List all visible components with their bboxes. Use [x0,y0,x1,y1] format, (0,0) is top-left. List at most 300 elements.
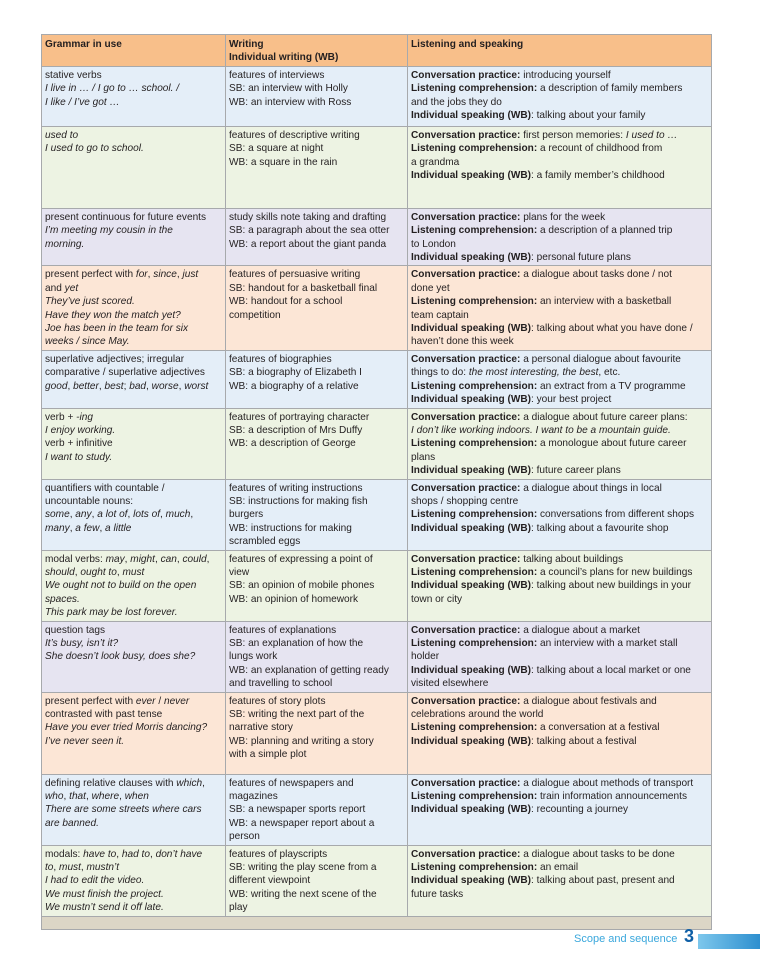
writing-cell [226,845,408,916]
header-writing-sublabel: Individual writing (WB) [229,52,339,64]
skill-label: Conversation practice: [411,269,521,281]
footer-section-title: Scope and sequence [574,933,678,945]
listening-line [411,650,708,663]
listening-text: things to do: [411,367,469,379]
grammar-cell [42,550,226,621]
listening-line [411,251,708,264]
grammar-text: Have you ever tried Morris dancing? [45,722,208,734]
writing-line: features of portraying character [229,411,370,423]
skill-label: Listening comprehension: [411,296,538,308]
writing-line: narrative story [229,722,293,734]
listening-text: : a family member’s childhood [531,170,665,182]
writing-line: SB: a biography of Elizabeth I [229,367,362,379]
header-listening [408,35,712,67]
grammar-text: verb + infinitive [45,438,113,450]
writing-line: WB: writing the next scene of the [229,888,377,900]
table-row [42,208,712,266]
grammar-text: Have they won the match yet? [45,309,181,321]
writing-cell [226,479,408,550]
grammar-text: spaces. [45,593,80,605]
skill-label: Listening comprehension: [411,862,538,874]
listening-text: talking about buildings [520,553,624,565]
grammar-cell [42,126,226,208]
grammar-text: , [178,380,185,392]
grammar-text: She doesn’t look busy, does she? [45,651,196,663]
writing-line: with a simple plot [229,749,307,761]
table-header-row [42,35,712,67]
listening-line [411,677,708,690]
listening-text: : talking about your family [531,110,646,122]
grammar-text: uncountable nouns: [45,495,134,507]
grammar-text: , [149,848,156,860]
writing-line: scrambled eggs [229,536,301,548]
writing-line: SB: writing the next part of the [229,709,365,721]
grammar-text: , [67,380,74,392]
writing-line: play [229,902,248,914]
skill-label: Conversation practice: [411,482,521,494]
listening-text: a description of family members [537,83,683,95]
writing-line: SB: instructions for making fish [229,495,368,507]
grammar-text: should [45,566,75,578]
grammar-text: We ought not to build on the open [45,580,197,592]
grammar-text: I’ve never seen it. [45,735,125,747]
listening-line [411,848,708,861]
grammar-text: , [80,862,87,874]
listening-line [411,522,708,535]
writing-line: study skills note taking and drafting [229,211,387,223]
listening-cell [408,408,712,479]
grammar-text: weeks / since May. [45,336,130,348]
grammar-cell [42,208,226,266]
footer-accent-bar [698,934,760,949]
listening-text: : future career plans [531,465,621,477]
listening-line [411,366,708,379]
skill-label: Conversation practice: [411,553,521,565]
grammar-text: just [182,269,199,281]
listening-cell [408,692,712,774]
grammar-text: can [160,553,177,565]
grammar-text: I live in … / I go to … school. / [45,83,180,95]
listening-text: plans for the week [520,211,606,223]
writing-line: WB: a report about the giant panda [229,238,387,250]
listening-line [411,211,708,224]
grammar-cell [42,845,226,916]
listening-cell [408,208,712,266]
grammar-text: ; [123,380,130,392]
listening-line [411,411,708,424]
skill-label: Individual speaking (WB) [411,394,532,406]
grammar-cell [42,479,226,550]
grammar-text: , [190,509,194,521]
page-number: 3 [684,926,695,946]
listening-line [411,508,708,521]
table-row [42,621,712,692]
grammar-cell [42,692,226,774]
listening-text: , etc. [598,367,621,379]
table-row [42,845,712,916]
writing-line: SB: a square at night [229,143,324,155]
listening-line [411,380,708,393]
listening-text: a dialogue about things in local [520,482,662,494]
listening-line [411,169,708,182]
listening-line [411,735,708,748]
grammar-text: superlative adjectives; irregular [45,353,185,365]
grammar-text: lots of [133,509,161,521]
listening-cell [408,550,712,621]
grammar-text: a lot of [97,509,128,521]
writing-line: WB: instructions for making [229,522,352,534]
listening-line [411,888,708,901]
listening-text: : talking about a favourite shop [531,522,669,534]
grammar-text: comparative / superlative adjectives [45,367,205,379]
skill-label: Listening comprehension: [411,509,538,521]
writing-line: view [229,566,250,578]
table-row [42,774,712,845]
grammar-text: defining relative clauses with [45,777,177,789]
grammar-cell [42,66,226,126]
grammar-text: bad [129,380,147,392]
listening-cell [408,479,712,550]
grammar-cell [42,408,226,479]
skill-label: Conversation practice: [411,129,521,141]
writing-line: features of interviews [229,69,325,81]
writing-line: features of persuasive writing [229,269,361,281]
grammar-text: must [59,862,81,874]
writing-line: SB: an opinion of mobile phones [229,580,375,592]
grammar-text: to [45,862,54,874]
writing-cell [226,774,408,845]
writing-line: features of expressing a point of [229,553,373,565]
listening-line [411,495,708,508]
listening-cell [408,66,712,126]
skill-label: Listening comprehension: [411,225,538,237]
listening-text: : your best project [531,394,612,406]
grammar-text: better [73,380,99,392]
listening-line [411,579,708,592]
listening-line [411,353,708,366]
grammar-text: I enjoy working. [45,424,116,436]
listening-line [411,82,708,95]
listening-text: and the jobs they do [411,96,502,108]
skill-label: Listening comprehension: [411,791,538,803]
writing-line: competition [229,309,281,321]
table-footer-cell [42,916,712,929]
writing-line: burgers [229,509,264,521]
listening-line [411,553,708,566]
listening-line [411,268,708,281]
listening-text: an interview with a market stall [537,638,678,649]
listening-text: I don’t like working indoors. I want to be a mountain guide. [411,424,671,436]
writing-line: SB: a newspaper sports report [229,804,366,816]
grammar-text: We must finish the project. [45,888,164,900]
writing-line: features of biographies [229,353,332,365]
listening-text: an interview with a basketball [537,296,672,308]
listening-line [411,69,708,82]
listening-text: visited elsewhere [411,678,489,690]
grammar-text: don’t have [155,848,203,860]
writing-line: WB: a description of George [229,438,356,450]
listening-text: : talking about new buildings in your [531,580,691,592]
skill-label: Listening comprehension: [411,438,538,450]
listening-line [411,96,708,109]
listening-line [411,451,708,464]
writing-cell [226,208,408,266]
listening-text: : talking about what you have done / [531,323,693,335]
writing-line: different viewpoint [229,875,311,887]
listening-text: : talking about a local market or one [531,664,691,676]
grammar-text: , [98,380,105,392]
listening-line [411,464,708,477]
grammar-text: , [147,269,154,281]
listening-line [411,393,708,406]
scope-sequence-table [41,34,712,930]
listening-text: first person memories: [520,129,626,141]
writing-line: person [229,831,260,843]
listening-line [411,861,708,874]
grammar-text: could [182,553,207,565]
table-body [42,66,712,929]
listening-cell [408,126,712,208]
grammar-text: , [74,566,81,578]
writing-line: WB: a newspaper report about a [229,817,375,829]
grammar-text: , [91,509,98,521]
grammar-text: might [130,553,155,565]
skill-label: Listening comprehension: [411,722,538,734]
listening-text: a personal dialogue about favourite [520,353,681,365]
scope-sequence-table-wrapper [41,34,711,930]
grammar-text: , [69,509,76,521]
table-row [42,266,712,350]
grammar-text: much [165,509,191,521]
writing-line: SB: a paragraph about the sea otter [229,225,390,237]
listening-line [411,309,708,322]
grammar-text: best [104,380,124,392]
listening-line [411,803,708,816]
grammar-text: I’m meeting my cousin in the [45,225,173,237]
grammar-text: present perfect with [45,695,136,707]
grammar-text: , [206,553,210,565]
skill-label: Conversation practice: [411,624,521,636]
skill-label: Conversation practice: [411,411,521,423]
grammar-text: many [45,522,70,534]
writing-line: features of story plots [229,695,326,707]
listening-text: holder [411,651,440,663]
skill-label: Individual speaking (WB) [411,252,532,264]
listening-text: a conversation at a festival [537,722,660,734]
skill-label: Individual speaking (WB) [411,804,532,816]
grammar-text: , [69,522,76,534]
grammar-text: had to [121,848,150,860]
grammar-text: I want to study. [45,451,113,463]
grammar-text: worst [184,380,209,392]
listening-text: a dialogue about tasks done / not [520,269,672,281]
writing-cell [226,621,408,692]
grammar-text: may [105,553,125,565]
writing-line: WB: an interview with Ross [229,96,352,108]
listening-cell [408,266,712,350]
listening-text: introducing yourself [520,69,611,81]
grammar-text: There are some streets where cars [45,804,202,816]
listening-cell [408,845,712,916]
listening-line [411,156,708,169]
listening-text: future tasks [411,888,464,900]
listening-text: a dialogue about future career plans: [520,411,688,423]
listening-line [411,790,708,803]
grammar-text: , [127,509,134,521]
listening-line [411,282,708,295]
listening-text: a dialogue about tasks to be done [520,848,675,860]
grammar-text: who [45,791,64,803]
grammar-text: , [202,777,205,789]
skill-label: Listening comprehension: [411,566,538,578]
grammar-text: , [176,553,183,565]
skill-label: Listening comprehension: [411,380,538,392]
grammar-text: They’ve just scored. [45,296,135,308]
listening-text: a dialogue about a market [520,624,640,636]
grammar-text: , [124,553,131,565]
grammar-text: , [154,553,161,565]
grammar-text: since [153,269,177,281]
writing-cell [226,66,408,126]
grammar-text: verb + [45,411,77,423]
grammar-text: yet [64,282,79,294]
writing-line: and travelling to school [229,678,333,690]
grammar-text: for [135,269,148,281]
skill-label: Individual speaking (WB) [411,465,532,477]
listening-line [411,129,708,142]
grammar-text: present continuous for future events [45,211,207,223]
table-row [42,692,712,774]
header-grammar [42,35,226,67]
listening-line [411,874,708,887]
listening-text: : recounting a journey [531,804,629,816]
grammar-text: must [122,566,145,578]
listening-text: : talking about past, present and [531,875,675,887]
header-grammar-label: Grammar in use [45,39,122,50]
skill-label: Listening comprehension: [411,638,538,649]
grammar-text: , [63,791,70,803]
listening-text: an extract from a TV programme [537,380,686,392]
listening-text: the most interesting, the best [468,367,599,379]
writing-line: SB: writing the play scene from a [229,862,377,874]
listening-line [411,708,708,721]
writing-cell [226,692,408,774]
skill-label: Conversation practice: [411,695,521,707]
writing-cell [226,408,408,479]
listening-text: : talking about a festival [531,735,637,747]
writing-line: WB: planning and writing a story [229,735,374,747]
table-row [42,479,712,550]
grammar-text: that [69,791,86,803]
grammar-text: , [176,269,183,281]
grammar-text: , [146,380,152,392]
table-footer-row [42,916,712,929]
grammar-text: , [85,791,92,803]
table-row [42,66,712,126]
writing-line: lungs work [229,651,278,663]
listening-text: haven’t done this week [411,336,514,348]
grammar-text: , [53,862,60,874]
skill-label: Individual speaking (WB) [411,323,532,335]
grammar-text: I like / I’ve got … [45,96,120,108]
writing-line: features of explanations [229,624,337,636]
grammar-text: contrasted with past tense [45,709,163,721]
writing-line: magazines [229,791,278,803]
grammar-cell [42,350,226,408]
grammar-text: , [119,791,125,803]
writing-line: features of playscripts [229,848,328,860]
grammar-text: stative verbs [45,69,102,81]
writing-cell [226,550,408,621]
skill-label: Listening comprehension: [411,143,538,155]
listening-line [411,721,708,734]
grammar-text: , [160,509,166,521]
grammar-text: have to [83,848,117,860]
listening-text: done yet [411,282,450,294]
listening-line [411,335,708,348]
grammar-text: any [75,509,92,521]
grammar-text: ever [135,695,156,707]
grammar-text: , [116,848,122,860]
header-writing-label: Writing [229,39,264,50]
grammar-text: used to [45,129,79,141]
writing-cell [226,126,408,208]
skill-label: Individual speaking (WB) [411,875,532,887]
listening-line [411,424,708,437]
table-row [42,350,712,408]
listening-text: a description of a planned trip [537,225,673,237]
listening-line [411,322,708,335]
listening-text: I used to … [625,129,678,141]
listening-text: conversations from different shops [537,509,695,521]
listening-cell [408,774,712,845]
listening-line [411,593,708,606]
writing-line: SB: an interview with Holly [229,83,348,95]
listening-line [411,482,708,495]
grammar-text: I had to edit the video. [45,875,145,887]
writing-line: WB: handout for a school [229,296,343,308]
writing-line: WB: a square in the rain [229,156,338,168]
listening-line [411,566,708,579]
grammar-text: which [176,777,203,789]
grammar-text: We mustn’t send it off late. [45,902,164,914]
listening-line [411,437,708,450]
grammar-text: a little [105,522,132,534]
listening-text: a dialogue about festivals and [520,695,657,707]
skill-label: Listening comprehension: [411,83,538,95]
writing-line: WB: a biography of a relative [229,380,359,392]
skill-label: Conversation practice: [411,777,521,789]
grammar-text: mustn’t [86,862,120,874]
skill-label: Individual speaking (WB) [411,110,532,122]
listening-text: a recount of childhood from [537,143,663,155]
skill-label: Individual speaking (WB) [411,735,532,747]
listening-line [411,777,708,790]
listening-text: train information announcements [537,791,687,803]
skill-label: Conversation practice: [411,69,521,81]
listening-line [411,624,708,637]
grammar-text: , [116,566,123,578]
header-writing [226,35,408,67]
grammar-text: ought to [80,566,117,578]
listening-text: celebrations around the world [411,709,544,721]
listening-line [411,664,708,677]
listening-text: a grandma [411,156,460,168]
listening-text: plans [411,451,436,463]
listening-line [411,295,708,308]
grammar-cell [42,774,226,845]
header-listening-label: Listening and speaking [411,39,524,50]
